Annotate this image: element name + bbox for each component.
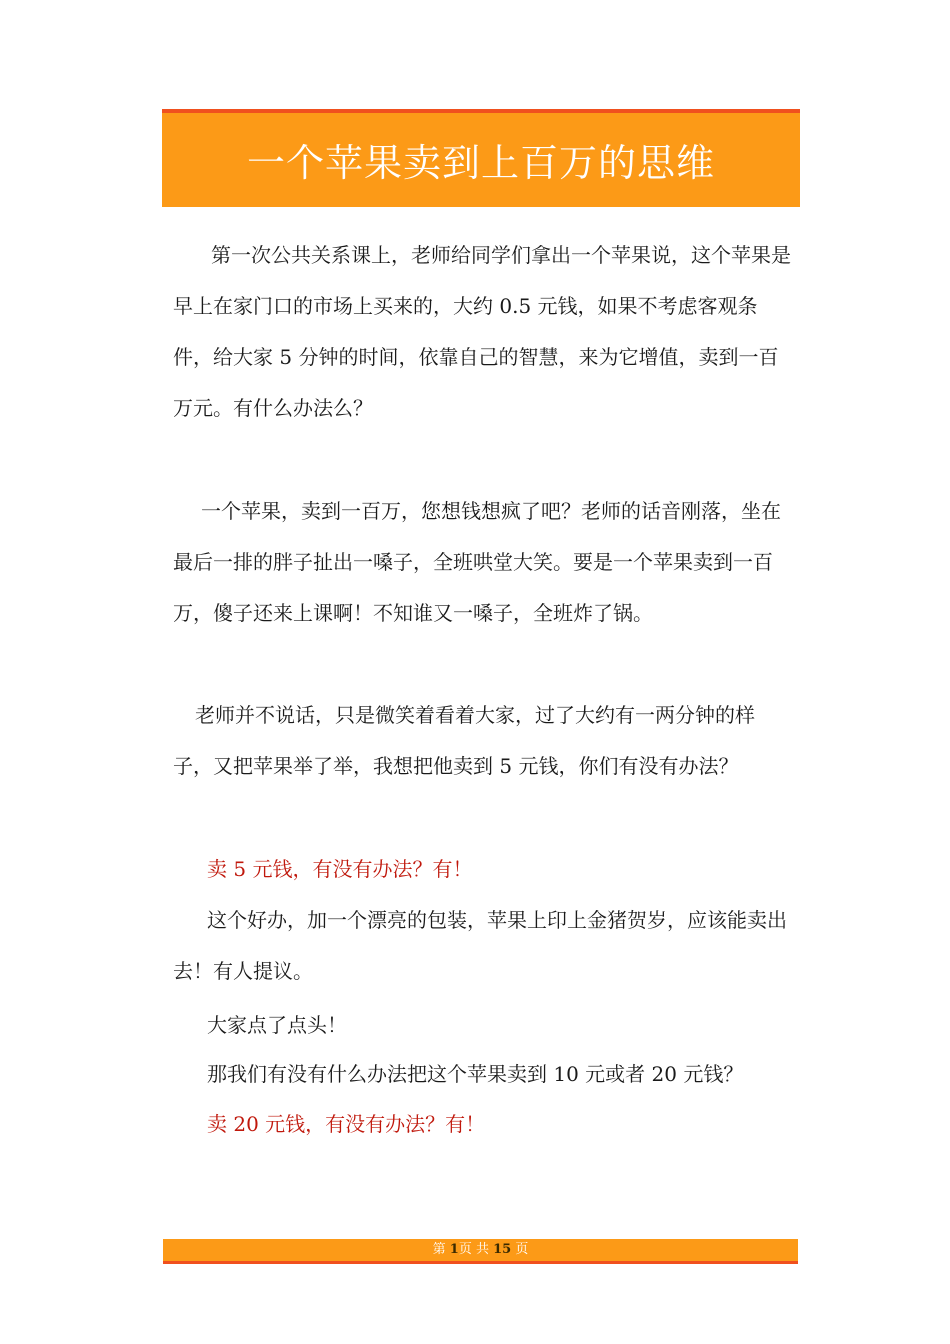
title-banner [162,109,800,207]
footer-banner [163,1239,798,1264]
page-prefix: 第 [432,1242,446,1257]
highlight-line-1: 卖 5 元钱，有没有办法？有！ [207,857,473,881]
paragraph-3: 老师并不说话，只是微笑着看着大家，过了大约有一两分钟的样子，又把苹果举了举，我想把他卖到 5 元钱，你们有没有办法？ [173,703,755,778]
page-indicator [163,1242,798,1258]
page-suffix: 页 [515,1242,529,1257]
paragraph-4: 这个好办，加一个漂亮的包装，苹果上印上金猪贺岁，应该能卖出去！有人提议。 [173,908,787,983]
total-pages-number: 15 [493,1242,512,1257]
paragraph-1: 第一次公共关系课上，老师给同学们拿出一个苹果说，这个苹果是早上在家门口的市场上买来的，大约 0.5 元钱，如果不考虑客观条件，给大家 5 分钟的时间，依靠自己的智慧，来为它增值，卖到一百万元。有什么办法么？ [173,243,791,420]
paragraph-2: 一个苹果，卖到一百万，您想钱想疯了吧？老师的话音刚落，坐在最后一排的胖子扯出一嗓子，全班哄堂大笑。要是一个苹果卖到一百万，傻子还来上课啊！不知谁又一嗓子，全班炸了锅。 [173,499,781,625]
paragraph-6: 那我们有没有什么办法把这个苹果卖到 10 元或者 20 元钱？ [207,1062,744,1086]
document-title: 一个苹果卖到上百万的思维 [246,141,715,185]
highlight-line-2: 卖 20 元钱，有没有办法？有！ [207,1112,486,1136]
paragraph-5: 大家点了点头！ [207,1013,347,1037]
page-middle: 页 共 [458,1242,489,1257]
current-page-number: 1 [449,1242,459,1257]
